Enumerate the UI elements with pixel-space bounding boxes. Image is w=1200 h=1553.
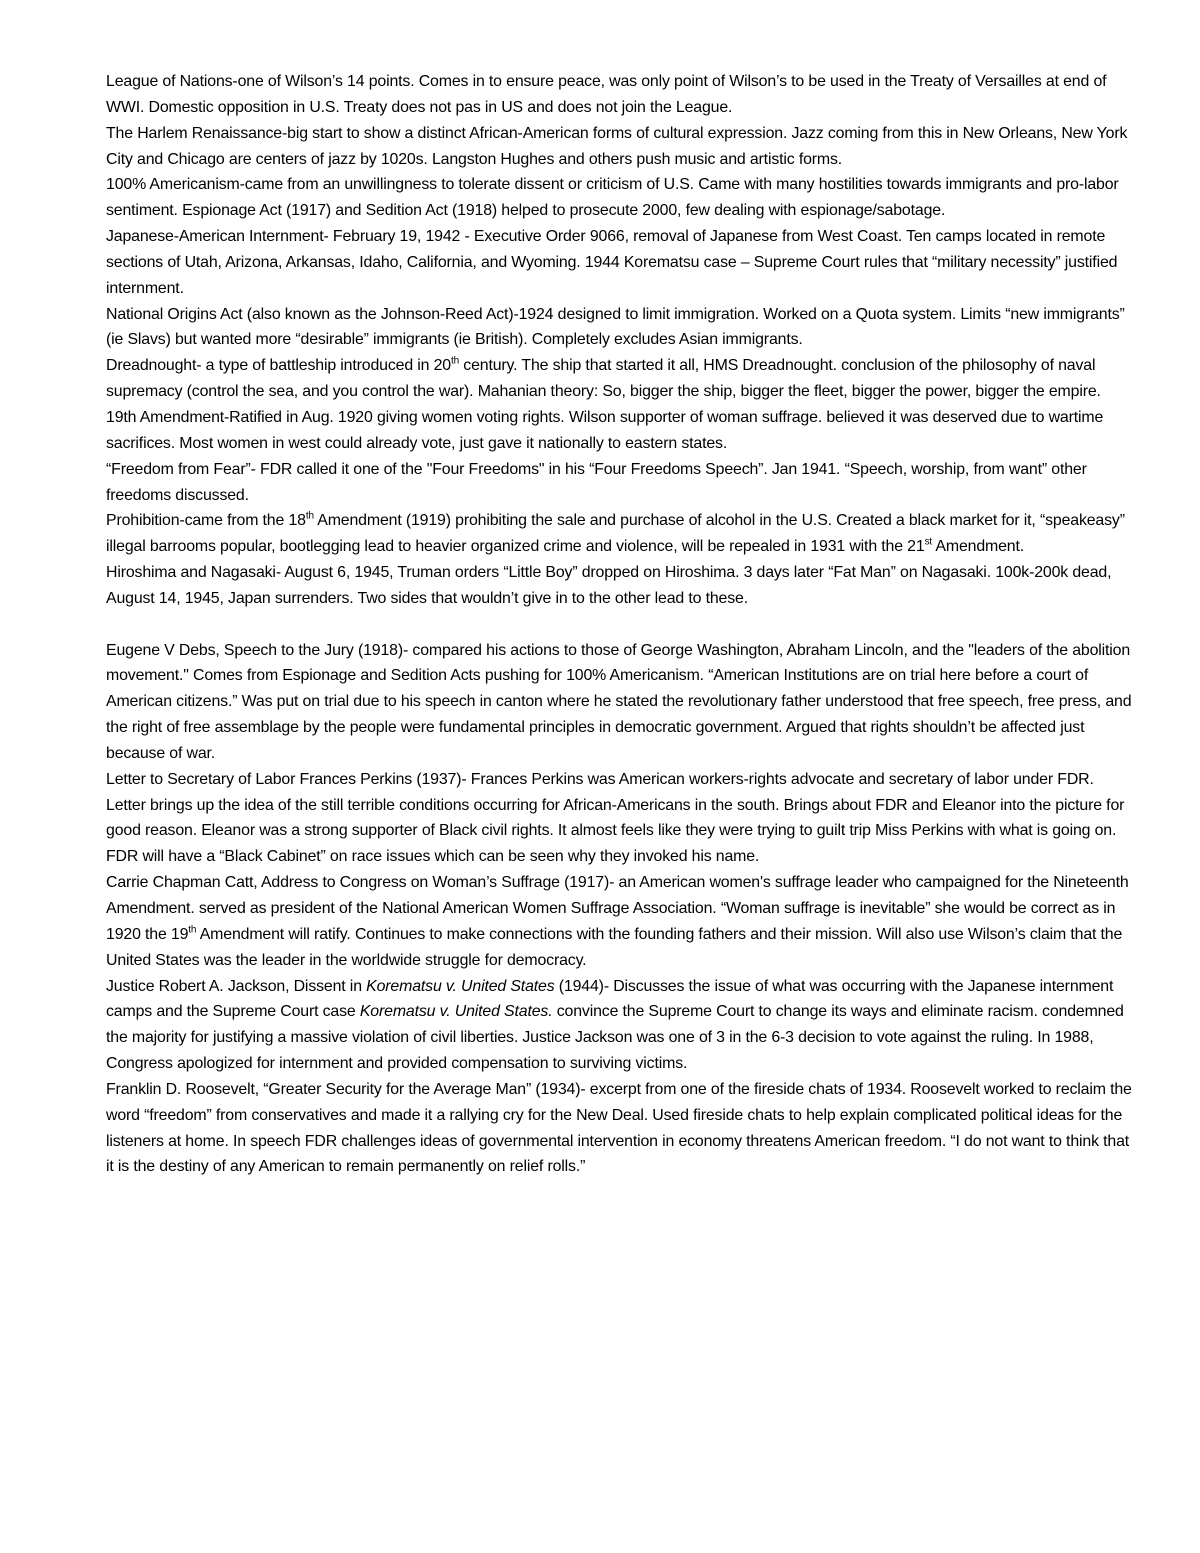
entry-japanese-american-internment: Japanese-American Internment- February 19, 1942 - Executive Order 9066, removal of Japanese from West Coast. Ten camps located in remote sections of Utah, Arizona, Arkansas, Idaho, California, and Wyoming. 1944 Korematsu case – Supreme Court rules that “military necessity” justified internment. [106,228,1118,297]
section-gap [106,612,1136,638]
entry-19th-amendment: 19th Amendment-Ratified in Aug. 1920 giving women voting rights. Wilson supporter of woman suffrage. believed it was deserved due to wartime sacrifices. Most women in west could already vote, just gave it nationally to eastern states. [106,408,1104,452]
entry-fdr-greater-security: Franklin D. Roosevelt, “Greater Security for the Average Man” (1934)- excerpt from one of the fireside chats of 1934. Roosevelt worked to reclaim the word “freedom” from conservatives and made it a rallying cry for the New Deal. Used fireside chats to help explain complicated political ideas for the listeners at home. In speech FDR challenges ideas of governmental intervention in economy threatens American freedom. “I do not want to think that it is the destiny of any American to remain permanently on relief rolls.” [106,1080,1132,1176]
entry-league-of-nations: League of Nations-one of Wilson’s 14 points. Comes in to ensure peace, was only point of Wilson’s to be used in the Treaty of Versailles at end of WWI. Domestic opposition in U.S. Treaty does not pas in US and does not join the League. [106,73,1107,116]
document-page [106,69,1136,1180]
entry-freedom-from-fear: “Freedom from Fear”- FDR called it one of the "Four Freedoms" in his “Four Freedoms Speech”. Jan 1941. “Speech, worship, from want” other freedoms discussed. [106,460,1087,504]
entry-prohibition: Prohibition-came from the 18th Amendment (1919) prohibiting the sale and purchase of alcohol in the U.S. Created a black market for it, “speakeasy” illegal barrooms popular, bootlegging lead to heavier organized crime and violence, will be repealed in 1931 with the 21st Amendment. [106,511,1125,556]
terms-section [106,69,1136,612]
entry-hiroshima-nagasaki: Hiroshima and Nagasaki- August 6, 1945, Truman orders “Little Boy” dropped on Hiroshima. 3 days later “Fat Man” on Nagasaki. 100k-200k dead, August 14, 1945, Japan surrenders. Two sides that wouldn’t give in to the other lead to these. [106,564,1112,607]
entry-national-origins-act: National Origins Act (also known as the Johnson-Reed Act)-1924 designed to limit immigration. Worked on a Quota system. Limits “new immigrants” (ie Slavs) but wanted more “desirable” immigrants (ie British). Completely excludes Asian immigrants. [106,305,1125,349]
documents-section [106,638,1136,1181]
entry-dreadnought: Dreadnought- a type of battleship introduced in 20th century. The ship that started it all, HMS Dreadnought. conclusion of the philosophy of naval supremacy (control the sea, and you control the war). Mahanian theory: So, bigger the ship, bigger the fleet, bigger the power, bigger the empire. [106,355,1101,401]
entry-100-percent-americanism: 100% Americanism-came from an unwillingness to tolerate dissent or criticism of U.S. Came with many hostilities towards immigrants and pro-labor sentiment. Espionage Act (1917) and Sedition Act (1918) helped to prosecute 2000, few dealing with espionage/sabotage. [106,176,1119,220]
entry-eugene-debs: Eugene V Debs, Speech to the Jury (1918)- compared his actions to those of George Washington, Abraham Lincoln, and the "leaders of the abolition movement." Comes from Espionage and Sedition Acts pushing for 100% Americanism. “American Institutions are on trial here before a court of American citizens.” Was put on trial due to his speech in canton where he stated the revolutionary father understood that free speech, free press, and the right of free assemblage by the people were fundamental principles in democratic government. Argued that rights shouldn’t be affected just because of war. [106,641,1132,762]
entry-carrie-chapman-catt: Carrie Chapman Catt, Address to Congress on Woman’s Suffrage (1917)- an American women's suffrage leader who campaigned for the Nineteenth Amendment. served as president of the National American Women Suffrage Association. “Woman suffrage is inevitable” she would be correct as in 1920 the 19th Amendment will ratify. Continues to make connections with the founding fathers and their mission. Will also use Wilson’s claim that the United States was the leader in the worldwide struggle for democracy. [106,874,1129,969]
entry-harlem-renaissance: The Harlem Renaissance-big start to show a distinct African-American forms of cultural expression. Jazz coming from this in New Orleans, New York City and Chicago are centers of jazz by 1020s. Langston Hughes and others push music and artistic forms. [106,124,1128,168]
entry-justice-jackson-dissent: Justice Robert A. Jackson, Dissent in Korematsu v. United States (1944)- Discusses the issue of what was occurring with the Japanese internment camps and the Supreme Court case Korematsu v. United States. convince the Supreme Court to change its ways and eliminate racism. condemned the majority for justifying a massive violation of civil liberties. Justice Jackson was one of 3 in the 6-3 decision to vote against the ruling. In 1988, Congress apologized for internment and provided compensation to surviving victims. [106,977,1124,1073]
entry-frances-perkins-letter: Letter to Secretary of Labor Frances Perkins (1937)- Frances Perkins was American workers-rights advocate and secretary of labor under FDR. Letter brings up the idea of the still terrible conditions occurring for African-Americans in the south. Brings about FDR and Eleanor into the picture for good reason. Eleanor was a strong supporter of Black civil rights. It almost feels like they were trying to guilt trip Miss Perkins with what is going on. FDR will have a “Black Cabinet” on race issues which can be seen why they invoked his name. [106,770,1125,866]
